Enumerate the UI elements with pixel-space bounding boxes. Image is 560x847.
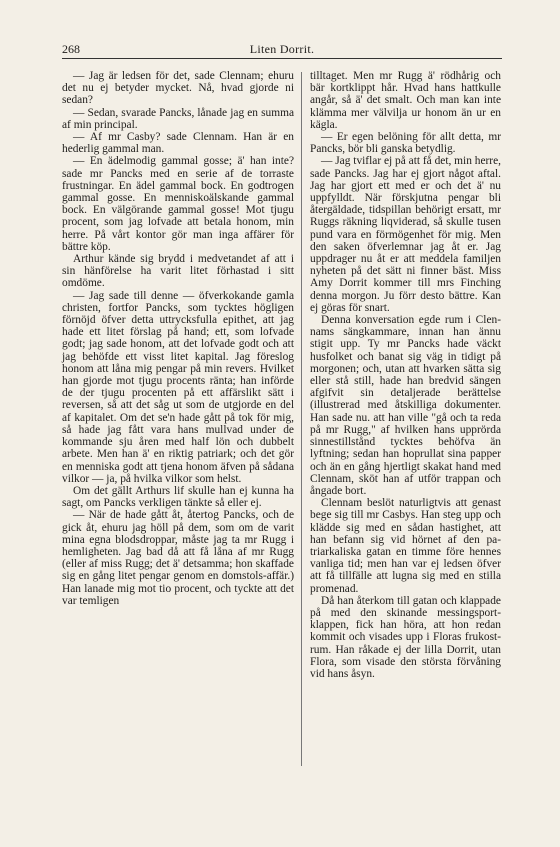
paragraph: tilltaget. Men mr Rugg ä' rödhårig och bär kortklippt hår. Hvad hans hattkulle angår, så ä' det smalt. Och man kan inte klämma mer välvilja ur honom än ur en kägla. — [310, 70, 501, 131]
paragraph: — Jag är ledsen för det, sade Clennam; ehuru det nu ej betyder mycket. Nå, hvad gjorde ni sedan? — [62, 70, 294, 107]
paragraph: — Jag sade till denne — öfverkokande gamla christen, fortfor Pancks, som tycktes högligen förnöjd öfver detta uttrycksfulla epithet, att jag hade ett litet förslag på hand; ett, som lofvade godt; jag sade honom, att det lofvade godt och att jag behöfde ett visst litet kapital. Jag föreslog honom att låna mig pengar på min revers. Hvilket han gjorde mot tjugu procents ränta; han införde de der tjugu procenten på ett affärslikt sätt i reversen, så att det såg ut som de utgjorde en del af kapitalet. Om det se'n hade gått på tok för mig, så hade jag fått vara hans mullvad under de kommande sju åren med half lön och dubbelt arbete. Men han ä' en riktig patriark; och det gör en menniska godt att tjena honom äfven på sådana vilkor — ja, på hvilka vilkor som helst. — [62, 289, 294, 485]
column-divider — [301, 72, 302, 766]
running-title: Liten Dorrit. — [249, 42, 315, 56]
paragraph: Då han återkom till gatan och klappade på med den skinande messingsportklappen, fick han höra, att hon redan kommit och visades upp i Floras frukostrum. Han råkade ej der lilla Dorrit, utan Flora, som visade den största förvåning vid hans åsyn. — [310, 594, 501, 680]
paragraph: — När de hade gått åt, återtog Pancks, och de gick åt, ehuru jag höll på dem, som om de varit mina egna blodsdroppar, måste jag ta mr Rugg i hemligheten. Jag bad då att få låna af mr Rugg (eller af miss Rugg; det ä' detsamma; hon skaffade sig en gång litet pengar genom en domstols-affär.) Han lanade mig mot tio procent, och tyckte att det var temligen — [62, 509, 294, 607]
right-column — [310, 70, 501, 680]
paragraph: — Sedan, svarade Pancks, lånade jag en summa af min principal. — [62, 106, 294, 131]
paragraph: Clennam beslöt naturligtvis att genast bege sig till mr Casbys. Han steg upp och klädde sig med en sådan hastighet, att han befann sig vid hörnet af den patriarkaliska gatan en timme före hennes vanliga tid; men han var ej ledsen öfver att få tillfälle att lugna sig med en stilla promenad. — [310, 497, 501, 595]
paragraph: — Jag tviflar ej på att få det, min herre, sade Pancks. Jag har ej gjort något aftal. Jag har gjort ett med er och det ä' nu uppfylldt. När förskjutna pengar bli återgäldade, tidspillan behörigt ersatt, mr Ruggs räkning liqviderad, så skulle tusen pund vara en förmögenhet för mig. Men den saken öfverlemnar jag åt er. Jag uppdrager nu åt er att meddela familjen nyheten på det sätt ni finner bäst. Miss Amy Dorrit kommer till mrs Finching denna morgon. Ju förr desto bättre. Kan ej göras för snart. — [310, 155, 501, 314]
left-column — [62, 70, 294, 607]
paragraph: — Af mr Casby? sade Clennam. Han är en hederlig gammal man. — [62, 131, 294, 156]
paragraph: Arthur kände sig brydd i medvetandet af att i sin hänförelse ha varit litet förhastad i sitt omdöme. — [62, 253, 294, 290]
page-number: 268 — [62, 42, 80, 56]
paragraph: Denna konversation egde rum i Clennams sängkammare, innan han ännu stigit upp. Ty mr Pancks hade väckt husfolket och banat sig väg in tidigt på morgonen; och, utan att hvarken sätta sig eller stå still, hade han bredvid sängen afgifvit sin detaljerade berättelse (illustrerad med åtskilliga dokumenter. Han sade nu. att han ville "gå och ta reda på mr Rugg," af hvilken hans upprörda sinnestillstånd tycktes behöfva än lyftning; sedan han hoprullat sina papper och än en gång hjertligt skakat hand med Clennam, sköt han af utför trappan och ångade bort. — [310, 314, 501, 497]
paragraph: — Er egen belöning för allt detta, mr Pancks, bör bli ganska betydlig. — [310, 131, 501, 156]
paragraph: — En ädelmodig gammal gosse; ä' han inte? sade mr Pancks med en serie af de torraste frustningar. En ädel gammal bock. En godtrogen gammal gosse. En menniskoälskande gammal bock. En välgörande gammal gosse! Mot tjugu procent, som jag lofvade att betala honom, min herre. På vårt kontor gör man inga affärer för bättre köp. — [62, 155, 294, 253]
header-rule — [62, 58, 502, 59]
paragraph: Om det gällt Arthurs lif skulle han ej kunna ha sagt, om Pancks verkligen tänkte så eller ej. — [62, 484, 294, 510]
